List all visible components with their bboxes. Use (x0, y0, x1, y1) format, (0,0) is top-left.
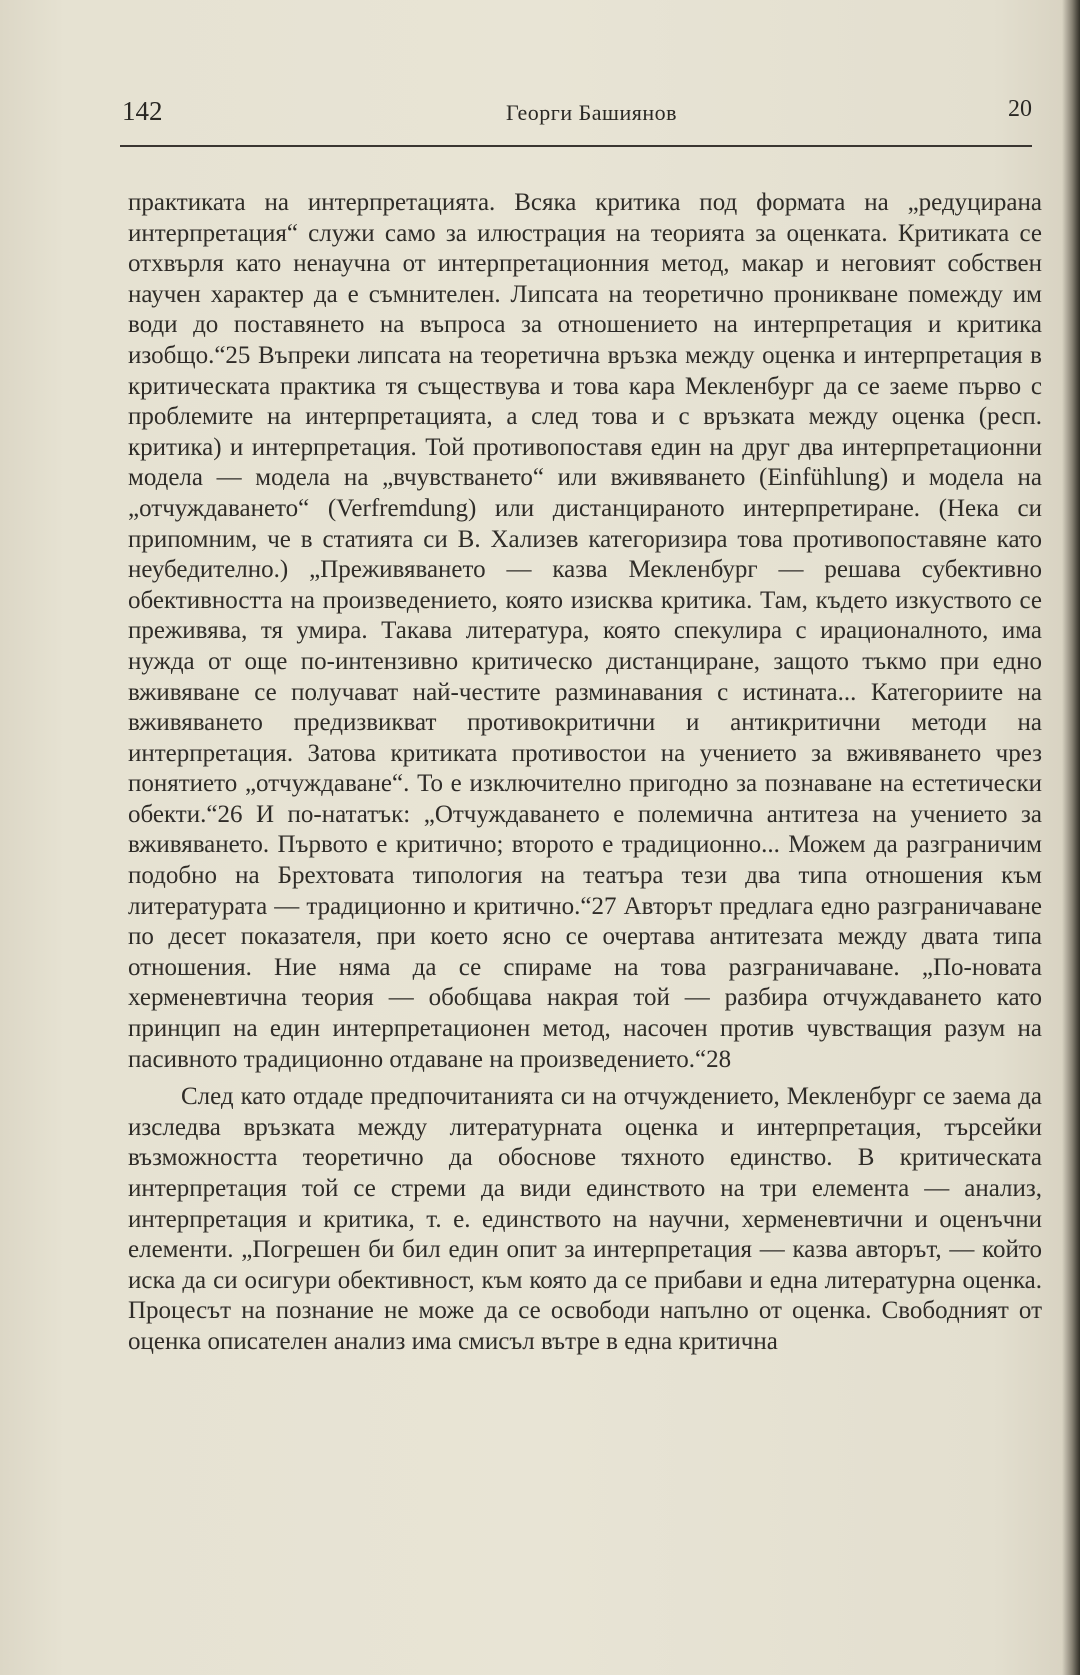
paragraph-1: практиката на интерпретацията. Всяка критика под формата на „редуцирана интерпретация“ служи само за илюстрация на теорията за оценката. Критиката се отхвърля като ненаучна от интерпретационния метод, макар и неговият собствен научен характер да е съмнителен. Липсата на теоретично проникване помежду им води до поставянето на въпроса за отношението на интерпретация и критика изобщо.“25 Въпреки липсата на теоретична връзка между оценка и интерпретация в критическата практика тя съществува и това кара Мекленбург да се заеме първо с проблемите на интерпретацията, а след това и с връзката между оценка (респ. критика) и интерпретация. Той противопоставя един на друг два интерпретационни модела — модела на „вчувстването“ или вживяването (Einfühlung) и модела на „отчуждаването“ (Verfremdung) или дистанцираното интерпретиране. (Нека си припомним, че в статията си В. Хализев категоризира това противопоставяне като неубедително.) „Преживяването — казва Мекленбург — решава субективно обективността на произведението, която изисква критика. Там, където изкуството се преживява, тя умира. Такава литература, която спекулира с ирационалното, има нужда от още по-интензивно критическо дистанциране, защото тъкмо при едно вживяване се получават най-честите разминавания с истината... Категориите на вживяването предизвикват противокритични и антикритични методи на интерпретация. Затова критиката противостои на учението за вживяването чрез понятието „отчуждаване“. То е изключително пригодно за познаване на естетически обекти.“26 И по-нататък: „Отчуждаването е полемична антитеза на учението за вживяването. Първото е критично; второто е традиционно... Можем да разграничим подобно на Брехтовата типология на театъра тези два типа отношения към литературата — традиционно и критично.“27 Авторът предлага едно разграничаване по десет показателя, при което ясно се очертава антитезата между двата типа отношения. Ние няма да се спираме на това разграничаване. „По-новата херменевтична теория — обобщава накрая той — разбира отчуждаването като принцип на един интерпретационен метод, насочен против чувстващия разум на пасивното традиционно отдаване на произведението.“28 (128, 189, 1042, 1073)
signature-mark: 20 (1008, 96, 1032, 122)
running-head-author: Георги Башиянов (506, 100, 677, 125)
header-rule (120, 145, 1032, 147)
paragraph-2: След като отдаде предпочитанията си на отчуждението, Мекленбург се заема да изследва връзката между литературната оценка и интерпретация, търсейки възможността теоретично да обоснове тяхното единство. В критическата интерпретация той се стреми да види единството на три елемента — анализ, интерпретация и критика, т. е. единството на научни, херменевтични и оценъчни елементи. „Погрешен би бил един опит за интерпретация — казва авторът, — който иска да си осигури обективност, към която да се прибави и една литературна оценка. Процесът на познание не може да се освободи напълно от оценка. Свободният от оценка описателен анализ има смисъл вътре в една критична (128, 1083, 1042, 1355)
page-header (120, 96, 1040, 136)
page-number: 142 (122, 96, 163, 126)
body-text (128, 188, 1042, 1358)
book-spine-shadow (1062, 0, 1080, 1675)
